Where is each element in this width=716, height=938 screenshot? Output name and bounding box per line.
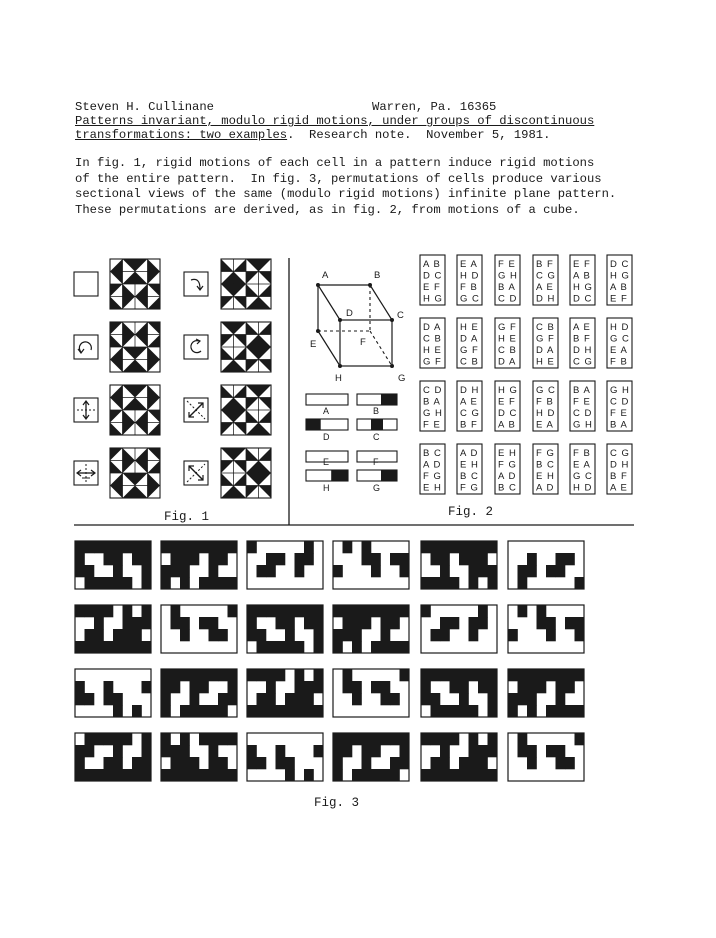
permutation-cell: D H (536, 293, 556, 305)
permutation-cell: G F (536, 333, 555, 345)
permutation-cell: F G (498, 459, 517, 471)
permutation-cell: B A (498, 282, 516, 293)
permutation-cell: H E (460, 322, 479, 333)
permutation-box (533, 255, 558, 305)
permutation-cell: A E (536, 282, 554, 293)
permutation-cell: H E (423, 345, 442, 356)
note-date: . Research note. November 5, 1981. (287, 128, 551, 142)
fig3-caption: Fig. 3 (314, 796, 360, 810)
diamond-pattern (221, 322, 271, 372)
face-bar-label: E (323, 457, 330, 467)
permutation-box (457, 444, 482, 494)
cube-vertex-label: C (397, 310, 404, 321)
author-location: Warren, Pa. 16365 (372, 100, 497, 114)
plane-pattern-section (247, 669, 323, 717)
fig2-caption: Fig. 2 (448, 505, 494, 519)
diamond-pattern (110, 322, 160, 372)
permutation-cell: F E (423, 419, 441, 431)
permutation-cell: D H (573, 345, 593, 356)
permutation-box (533, 318, 558, 368)
plane-pattern-section (161, 733, 237, 781)
permutation-cell: G H (498, 270, 518, 282)
half-turn-arrow-icon (74, 335, 98, 359)
intro-line: of the entire pattern. In fig. 3, permutations of cells produce various (75, 171, 602, 186)
permutation-cell: A B (573, 270, 591, 282)
face-bar-row (306, 394, 397, 416)
diagonal-flip-arrow-icon (184, 398, 208, 422)
diamond-pattern (110, 259, 160, 309)
permutation-cell: E F (610, 293, 628, 305)
permutation-cell: B F (460, 419, 478, 431)
permutation-cell: C D (573, 408, 593, 419)
permutation-cell: B F (536, 259, 554, 270)
permutation-cell: F B (573, 448, 591, 459)
permutation-box (457, 381, 482, 431)
plane-pattern-section (421, 605, 497, 653)
permutation-cell: H G (498, 385, 518, 396)
permutation-cell: A D (536, 482, 555, 494)
permutation-cell: F B (460, 282, 478, 293)
permutation-cell: F E (573, 396, 591, 408)
cube-vertex-label: D (346, 308, 353, 319)
permutation-cell: G H (610, 385, 630, 396)
permutation-cell: C D (498, 293, 518, 305)
permutation-cell: C B (536, 322, 555, 333)
plane-pattern-section (161, 541, 237, 589)
plane-pattern-section (333, 605, 409, 653)
plane-pattern-section (333, 733, 409, 781)
intro-line: These permutations are derived, as in fig. 2, from motions of a cube. (75, 202, 580, 217)
permutation-box (570, 444, 595, 494)
permutation-table (420, 255, 632, 494)
permutation-cell: D A (536, 345, 555, 356)
cube-vertex-label: A (322, 270, 329, 281)
diamond-pattern (110, 448, 160, 498)
permutation-cell: E A (536, 419, 554, 431)
diamond-pattern (221, 259, 271, 309)
permutation-box (420, 318, 445, 368)
cube-face-bars (306, 394, 397, 493)
face-bar-row (306, 451, 397, 467)
plane-pattern-section (508, 733, 584, 781)
cube-vertex-label: H (335, 373, 342, 384)
permutation-cell: B A (423, 396, 441, 408)
plane-pattern-section (161, 605, 237, 653)
cube-vertex-label: E (310, 339, 317, 350)
permutation-cell: D A (498, 356, 517, 368)
three-quarter-turn-arrow-icon (184, 335, 208, 359)
permutation-cell: E H (423, 482, 442, 494)
face-bar-label: B (373, 406, 380, 416)
plane-pattern-section (333, 669, 409, 717)
permutation-cell: D H (460, 385, 480, 396)
permutation-box (607, 444, 632, 494)
permutation-cell: A E (573, 322, 591, 333)
plane-pattern-section (247, 733, 323, 781)
author-name: Steven H. Cullinane (75, 100, 214, 114)
permutation-cell: F B (536, 396, 554, 408)
permutation-box (495, 444, 520, 494)
note-title-line-1: Patterns invariant, modulo rigid motions, under groups of discontinuous (75, 114, 595, 128)
fig3 (75, 541, 584, 781)
fig1 (74, 259, 271, 498)
permutation-box (495, 381, 520, 431)
note-title-underlined: transformations: two examples (75, 128, 288, 142)
diamond-pattern (221, 448, 271, 498)
plane-pattern-section (247, 541, 323, 589)
permutation-cell: E H (498, 448, 517, 459)
permutation-cell: B F (610, 471, 628, 482)
diamond-pattern (110, 385, 160, 435)
permutation-cell: E F (573, 259, 591, 270)
permutation-cell: E A (573, 459, 591, 471)
permutation-cell: A B (498, 419, 516, 431)
permutation-box (533, 444, 558, 494)
permutation-cell: E A (610, 345, 628, 356)
plane-pattern-section (75, 669, 151, 717)
permutation-cell: H D (536, 408, 556, 419)
face-bar-label: F (373, 457, 379, 467)
permutation-cell: B C (460, 471, 479, 482)
permutation-cell: E H (536, 471, 555, 482)
permutation-box (607, 318, 632, 368)
permutation-cell: E F (498, 396, 516, 408)
permutation-cell: A B (610, 282, 628, 293)
permutation-cell: F G (423, 471, 442, 482)
permutation-cell: G F (460, 345, 479, 356)
permutation-cell: H D (573, 482, 593, 494)
permutation-box (607, 381, 632, 431)
permutation-cell: G H (423, 408, 443, 419)
permutation-cell: E H (460, 459, 479, 471)
permutation-box (570, 381, 595, 431)
permutation-cell: B C (536, 459, 555, 471)
cube-vertex-label: F (360, 337, 366, 348)
permutation-box (420, 444, 445, 494)
permutation-cell: C G (536, 270, 556, 282)
cross-flip-arrow-icon (74, 461, 98, 485)
intro-line: sectional views of the same (modulo rigid motions) infinite plane pattern. (75, 187, 617, 201)
permutation-cell: F E (498, 259, 516, 270)
permutation-box (533, 381, 558, 431)
permutation-cell: A D (460, 448, 479, 459)
permutation-cell: G C (460, 293, 480, 305)
permutation-cell: F B (610, 356, 628, 368)
permutation-cell: A D (498, 471, 517, 482)
fig1-caption: Fig. 1 (164, 510, 210, 524)
permutation-cell: C B (460, 356, 479, 368)
permutation-cell: C D (610, 396, 630, 408)
permutation-box (457, 255, 482, 305)
permutation-cell: A E (610, 482, 628, 494)
permutation-cell: E F (423, 282, 441, 293)
permutation-cell: B C (423, 448, 442, 459)
permutation-box (570, 255, 595, 305)
face-bar-row (306, 470, 397, 493)
permutation-cell: C G (610, 448, 630, 459)
permutation-box (495, 318, 520, 368)
plane-pattern-section (161, 669, 237, 717)
permutation-cell: F G (536, 448, 555, 459)
permutation-cell: C G (460, 408, 480, 419)
permutation-cell: D C (423, 270, 443, 282)
permutation-cell: H G (573, 282, 593, 293)
quarter-turn-arrow-icon (184, 272, 208, 296)
permutation-cell: H E (536, 356, 555, 368)
cube-diagram (310, 270, 405, 384)
plane-pattern-section (333, 541, 409, 589)
permutation-cell: B F (573, 333, 591, 345)
plane-pattern-section (75, 733, 151, 781)
permutation-cell: G C (610, 333, 630, 345)
permutation-box (420, 255, 445, 305)
diamond-pattern (221, 385, 271, 435)
cube-vertex-label: B (374, 270, 381, 281)
face-bar-label: H (323, 483, 330, 493)
plane-pattern-section (421, 733, 497, 781)
antidiagonal-flip-arrow-icon (184, 461, 208, 485)
permutation-cell: C G (573, 356, 593, 368)
permutation-cell: D C (573, 293, 593, 305)
plane-pattern-section (247, 605, 323, 653)
plane-pattern-section (75, 541, 151, 589)
permutation-cell: B A (573, 385, 591, 396)
face-bar-label: C (373, 432, 380, 442)
face-bar-label: A (323, 406, 330, 416)
blank-square-icon (74, 272, 98, 296)
permutation-cell: C D (423, 385, 443, 396)
permutation-cell: G F (498, 322, 517, 333)
intro-line: In fig. 1, rigid motions of each cell in a pattern induce rigid motions (75, 156, 595, 170)
permutation-cell: H D (460, 270, 480, 282)
permutation-cell: F G (460, 482, 479, 494)
permutation-box (495, 255, 520, 305)
permutation-box (420, 381, 445, 431)
permutation-cell: E A (460, 259, 478, 270)
vertical-flip-arrow-icon (74, 398, 98, 422)
permutation-cell: G H (573, 419, 593, 431)
plane-pattern-section (508, 605, 584, 653)
permutation-cell: A B (423, 259, 441, 270)
permutation-cell: F E (610, 408, 628, 419)
permutation-cell: D A (423, 322, 442, 333)
permutation-box (570, 318, 595, 368)
permutation-cell: D H (610, 459, 630, 471)
permutation-cell: A E (460, 396, 478, 408)
permutation-cell: C B (423, 333, 442, 345)
permutation-cell: D A (460, 333, 479, 345)
plane-pattern-section (75, 605, 151, 653)
permutation-cell: B C (498, 482, 517, 494)
face-bar-label: D (323, 432, 330, 442)
cube-vertex-label: G (398, 373, 406, 384)
plane-pattern-section (421, 669, 497, 717)
permutation-cell: C B (498, 345, 517, 356)
permutation-cell: H G (423, 293, 443, 305)
permutation-cell: G F (423, 356, 442, 368)
face-bar-label: G (373, 483, 381, 493)
plane-pattern-section (508, 669, 584, 717)
permutation-cell: G C (573, 471, 593, 482)
plane-pattern-section (508, 541, 584, 589)
permutation-cell: B A (610, 419, 628, 431)
permutation-cell: D C (610, 259, 630, 270)
permutation-cell: G C (536, 385, 556, 396)
permutation-cell: D C (498, 408, 518, 419)
permutation-cell: H D (610, 322, 630, 333)
permutation-cell: A D (423, 459, 442, 471)
permutation-cell: H E (498, 333, 517, 345)
permutation-box (607, 255, 632, 305)
plane-pattern-section (421, 541, 497, 589)
permutation-box (457, 318, 482, 368)
face-bar-row (306, 419, 397, 442)
permutation-cell: H G (610, 270, 630, 282)
